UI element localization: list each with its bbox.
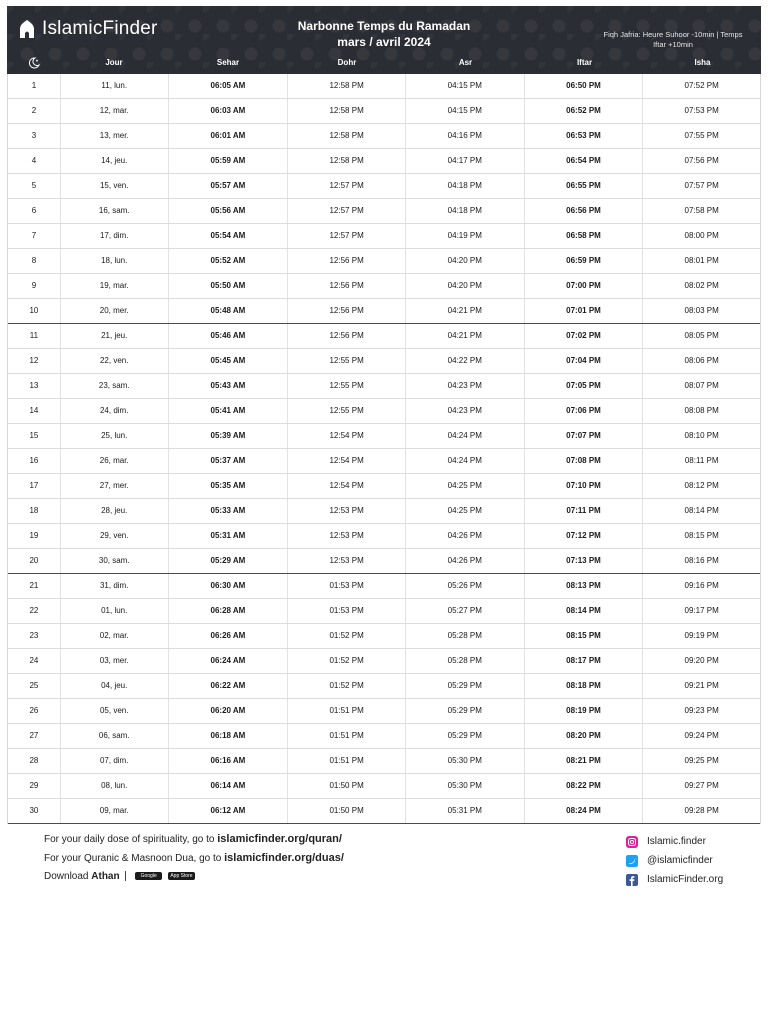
cell-isha-time: 09:21 PM <box>684 681 719 690</box>
cell-isha-time: 07:52 PM <box>684 81 719 90</box>
facebook-link[interactable] <box>626 870 723 889</box>
cell-sehar-time: 05:50 AM <box>169 274 289 298</box>
cell-day-date: 22, ven. <box>61 349 169 373</box>
cell-day-date: 23, sam. <box>61 374 169 398</box>
cell-day-date: 13, mer. <box>61 124 169 148</box>
cell-sehar-time: 06:24 AM <box>169 649 289 673</box>
cell-dohr-time: 12:53 PM <box>288 524 406 548</box>
table-row <box>8 249 760 274</box>
table-row <box>8 274 760 299</box>
table-row <box>8 74 760 99</box>
cell-day-number: 21 <box>8 574 61 598</box>
table-row <box>8 199 760 224</box>
cell-day-number: 13 <box>8 374 61 398</box>
cell-day-date: 31, dim. <box>61 574 169 598</box>
cell-isha-time: 08:00 PM <box>684 231 719 240</box>
table-row <box>8 574 760 599</box>
footer-quran-text: For your daily dose of spirituality, go to <box>44 834 218 845</box>
social-links <box>626 832 723 889</box>
cell-day-date: 07, dim. <box>61 749 169 773</box>
table-row <box>8 324 760 349</box>
table-row <box>8 299 760 324</box>
table-row <box>8 749 760 774</box>
table-row <box>8 224 760 249</box>
footer-download-line <box>44 870 344 889</box>
cell-sehar-time: 06:05 AM <box>169 74 289 98</box>
cell-day-date: 14, jeu. <box>61 149 169 173</box>
cell-dohr-time: 12:57 PM <box>288 224 406 248</box>
cell-dohr-time: 01:51 PM <box>288 724 406 748</box>
table-row <box>8 99 760 124</box>
twitter-icon <box>626 855 638 867</box>
cell-day-number: 2 <box>8 99 61 123</box>
cell-dohr-time: 12:55 PM <box>288 399 406 423</box>
cell-asr-time: 04:19 PM <box>406 224 525 248</box>
cell-day-number: 12 <box>8 349 61 373</box>
table-row <box>8 649 760 674</box>
cell-day-date: 28, jeu. <box>61 499 169 523</box>
google-play-badge[interactable]: Google Play <box>135 872 162 880</box>
cell-isha-time: 08:16 PM <box>684 556 719 565</box>
table-row <box>8 424 760 449</box>
instagram-handle: Islamic.finder <box>647 836 706 847</box>
cell-isha-time: 09:27 PM <box>684 781 719 790</box>
col-header-isha: Isha <box>694 58 711 67</box>
cell-sehar-time: 06:26 AM <box>169 624 289 648</box>
cell-iftar-time: 06:50 PM <box>525 74 644 98</box>
table-row <box>8 374 760 399</box>
cell-day-number: 22 <box>8 599 61 623</box>
cell-asr-time: 05:31 PM <box>406 799 525 823</box>
cell-asr-time: 04:22 PM <box>406 349 525 373</box>
cell-day-number: 29 <box>8 774 61 798</box>
column-headers <box>7 56 761 74</box>
cell-asr-time: 04:23 PM <box>406 399 525 423</box>
cell-asr-time: 05:29 PM <box>406 699 525 723</box>
cell-asr-time: 04:18 PM <box>406 174 525 198</box>
divider <box>125 871 126 881</box>
cell-isha-time: 07:56 PM <box>684 156 719 165</box>
cell-asr-time: 05:27 PM <box>406 599 525 623</box>
cell-isha-time: 08:05 PM <box>684 331 719 340</box>
cell-day-number: 26 <box>8 699 61 723</box>
cell-sehar-time: 05:52 AM <box>169 249 289 273</box>
cell-day-date: 12, mar. <box>61 99 169 123</box>
cell-day-date: 15, ven. <box>61 174 169 198</box>
cell-dohr-time: 01:53 PM <box>288 599 406 623</box>
instagram-link[interactable] <box>626 832 723 851</box>
cell-day-date: 26, mar. <box>61 449 169 473</box>
cell-iftar-time: 07:00 PM <box>525 274 644 298</box>
ramadan-timetable <box>7 74 761 824</box>
table-row <box>8 349 760 374</box>
cell-asr-time: 04:25 PM <box>406 474 525 498</box>
brand-logo[interactable] <box>18 18 158 40</box>
facebook-icon <box>626 874 638 886</box>
brand-name: IslamicFinder <box>42 18 158 39</box>
cell-isha-time: 09:19 PM <box>684 631 719 640</box>
cell-dohr-time: 12:54 PM <box>288 474 406 498</box>
cell-day-number: 30 <box>8 799 61 823</box>
cell-day-date: 01, lun. <box>61 599 169 623</box>
cell-iftar-time: 08:20 PM <box>525 724 644 748</box>
cell-iftar-time: 08:18 PM <box>525 674 644 698</box>
cell-asr-time: 04:25 PM <box>406 499 525 523</box>
table-row <box>8 474 760 499</box>
cell-dohr-time: 12:58 PM <box>288 74 406 98</box>
cell-dohr-time: 01:50 PM <box>288 774 406 798</box>
table-row <box>8 599 760 624</box>
cell-sehar-time: 05:31 AM <box>169 524 289 548</box>
cell-day-number: 3 <box>8 124 61 148</box>
cell-sehar-time: 06:22 AM <box>169 674 289 698</box>
table-row <box>8 399 760 424</box>
cell-day-number: 27 <box>8 724 61 748</box>
footer-duas-line <box>44 851 344 870</box>
cell-asr-time: 04:26 PM <box>406 524 525 548</box>
cell-asr-time: 04:21 PM <box>406 324 525 348</box>
cell-isha-time: 07:55 PM <box>684 131 719 140</box>
cell-sehar-time: 06:20 AM <box>169 699 289 723</box>
cell-asr-time: 04:21 PM <box>406 299 525 323</box>
table-row <box>8 674 760 699</box>
cell-day-number: 1 <box>8 74 61 98</box>
cell-day-date: 05, ven. <box>61 699 169 723</box>
cell-iftar-time: 08:21 PM <box>525 749 644 773</box>
cell-day-date: 30, sam. <box>61 549 169 573</box>
cell-sehar-time: 06:12 AM <box>169 799 289 823</box>
cell-asr-time: 04:17 PM <box>406 149 525 173</box>
cell-asr-time: 04:23 PM <box>406 374 525 398</box>
cell-sehar-time: 06:18 AM <box>169 724 289 748</box>
cell-asr-time: 04:18 PM <box>406 199 525 223</box>
cell-sehar-time: 05:54 AM <box>169 224 289 248</box>
cell-isha-time: 08:03 PM <box>684 306 719 315</box>
cell-day-number: 11 <box>8 324 61 348</box>
cell-iftar-time: 08:14 PM <box>525 599 644 623</box>
cell-isha-time: 08:07 PM <box>684 381 719 390</box>
cell-dohr-time: 12:55 PM <box>288 374 406 398</box>
cell-asr-time: 05:29 PM <box>406 674 525 698</box>
cell-dohr-time: 01:51 PM <box>288 699 406 723</box>
cell-sehar-time: 05:48 AM <box>169 299 289 323</box>
cell-isha-time: 07:57 PM <box>684 181 719 190</box>
cell-asr-time: 05:28 PM <box>406 649 525 673</box>
cell-day-date: 18, lun. <box>61 249 169 273</box>
cell-iftar-time: 06:53 PM <box>525 124 644 148</box>
table-row <box>8 699 760 724</box>
cell-iftar-time: 07:02 PM <box>525 324 644 348</box>
cell-iftar-time: 07:06 PM <box>525 399 644 423</box>
cell-day-date: 11, lun. <box>61 74 169 98</box>
cell-day-date: 25, lun. <box>61 424 169 448</box>
col-header-jour: Jour <box>105 58 123 67</box>
cell-asr-time: 05:29 PM <box>406 724 525 748</box>
footer-quran-line <box>44 832 344 851</box>
table-row <box>8 624 760 649</box>
cell-asr-time: 04:24 PM <box>406 449 525 473</box>
cell-isha-time: 09:28 PM <box>684 806 719 815</box>
cell-sehar-time: 05:43 AM <box>169 374 289 398</box>
cell-day-number: 24 <box>8 649 61 673</box>
cell-day-number: 28 <box>8 749 61 773</box>
table-row <box>8 499 760 524</box>
col-header-dohr: Dohr <box>337 58 357 67</box>
cell-iftar-time: 07:07 PM <box>525 424 644 448</box>
cell-dohr-time: 01:52 PM <box>288 624 406 648</box>
cell-iftar-time: 08:17 PM <box>525 649 644 673</box>
cell-dohr-time: 01:52 PM <box>288 649 406 673</box>
col-header-iftar: Iftar <box>576 58 593 67</box>
cell-sehar-time: 05:39 AM <box>169 424 289 448</box>
cell-dohr-time: 12:53 PM <box>288 549 406 573</box>
cell-dohr-time: 12:57 PM <box>288 199 406 223</box>
table-row <box>8 449 760 474</box>
cell-day-number: 7 <box>8 224 61 248</box>
cell-iftar-time: 07:11 PM <box>525 499 644 523</box>
cell-day-number: 5 <box>8 174 61 198</box>
cell-iftar-time: 07:05 PM <box>525 374 644 398</box>
cell-dohr-time: 12:55 PM <box>288 349 406 373</box>
cell-day-number: 6 <box>8 199 61 223</box>
cell-asr-time: 04:24 PM <box>406 424 525 448</box>
cell-day-date: 19, mar. <box>61 274 169 298</box>
cell-iftar-time: 07:08 PM <box>525 449 644 473</box>
cell-iftar-time: 08:19 PM <box>525 699 644 723</box>
duas-link[interactable]: islamicfinder.org/duas/ <box>224 852 344 864</box>
cell-isha-time: 08:06 PM <box>684 356 719 365</box>
cell-iftar-time: 06:56 PM <box>525 199 644 223</box>
cell-sehar-time: 05:29 AM <box>169 549 289 573</box>
cell-isha-time: 08:02 PM <box>684 281 719 290</box>
col-header-sehar: Sehar <box>216 58 240 67</box>
cell-asr-time: 05:28 PM <box>406 624 525 648</box>
quran-link[interactable]: islamicfinder.org/quran/ <box>217 833 342 845</box>
cell-isha-time: 09:16 PM <box>684 581 719 590</box>
cell-sehar-time: 05:41 AM <box>169 399 289 423</box>
cell-isha-time: 08:08 PM <box>684 406 719 415</box>
cell-dohr-time: 12:54 PM <box>288 424 406 448</box>
cell-sehar-time: 06:28 AM <box>169 599 289 623</box>
cell-asr-time: 04:20 PM <box>406 274 525 298</box>
cell-iftar-time: 06:52 PM <box>525 99 644 123</box>
cell-iftar-time: 07:12 PM <box>525 524 644 548</box>
table-row <box>8 774 760 799</box>
header <box>7 6 761 74</box>
download-text: Download <box>44 871 92 882</box>
cell-asr-time: 04:15 PM <box>406 74 525 98</box>
cell-isha-time: 09:23 PM <box>684 706 719 715</box>
cell-day-date: 06, sam. <box>61 724 169 748</box>
app-store-badge[interactable]: App Store <box>168 872 195 880</box>
cell-isha-time: 07:58 PM <box>684 206 719 215</box>
table-row <box>8 149 760 174</box>
cell-dohr-time: 12:58 PM <box>288 124 406 148</box>
cell-sehar-time: 05:46 AM <box>169 324 289 348</box>
cell-dohr-time: 12:56 PM <box>288 299 406 323</box>
cell-dohr-time: 12:56 PM <box>288 249 406 273</box>
table-row <box>8 174 760 199</box>
cell-day-date: 04, jeu. <box>61 674 169 698</box>
cell-sehar-time: 06:03 AM <box>169 99 289 123</box>
cell-isha-time: 09:20 PM <box>684 656 719 665</box>
instagram-icon <box>626 836 638 848</box>
cell-iftar-time: 06:58 PM <box>525 224 644 248</box>
cell-iftar-time: 07:10 PM <box>525 474 644 498</box>
cell-dohr-time: 12:53 PM <box>288 499 406 523</box>
cell-day-date: 21, jeu. <box>61 324 169 348</box>
cell-asr-time: 05:26 PM <box>406 574 525 598</box>
cell-day-number: 14 <box>8 399 61 423</box>
col-header-day-number <box>7 56 60 74</box>
cell-sehar-time: 05:45 AM <box>169 349 289 373</box>
cell-isha-time: 08:14 PM <box>684 506 719 515</box>
cell-day-date: 24, dim. <box>61 399 169 423</box>
cell-day-number: 8 <box>8 249 61 273</box>
cell-isha-time: 09:25 PM <box>684 756 719 765</box>
cell-sehar-time: 05:57 AM <box>169 174 289 198</box>
cell-asr-time: 04:16 PM <box>406 124 525 148</box>
athan-app-name: Athan <box>91 871 120 882</box>
cell-isha-time: 07:53 PM <box>684 106 719 115</box>
cell-iftar-time: 06:59 PM <box>525 249 644 273</box>
fiqh-note: Fiqh Jafria: Heure Suhoor -10min | Temps Iftar +10min <box>603 30 743 49</box>
cell-isha-time: 08:11 PM <box>684 456 719 465</box>
timetable-page <box>7 6 761 894</box>
cell-day-number: 17 <box>8 474 61 498</box>
cell-iftar-time: 08:24 PM <box>525 799 644 823</box>
cell-iftar-time: 06:55 PM <box>525 174 644 198</box>
cell-isha-time: 08:10 PM <box>684 431 719 440</box>
cell-sehar-time: 05:59 AM <box>169 149 289 173</box>
cell-iftar-time: 08:13 PM <box>525 574 644 598</box>
table-row <box>8 124 760 149</box>
cell-isha-time: 08:01 PM <box>684 256 719 265</box>
twitter-link[interactable] <box>626 851 723 870</box>
cell-asr-time: 05:30 PM <box>406 749 525 773</box>
table-row <box>8 799 760 824</box>
col-header-asr: Asr <box>458 58 473 67</box>
crescent-moon-icon <box>28 57 40 69</box>
cell-sehar-time: 06:16 AM <box>169 749 289 773</box>
cell-isha-time: 09:17 PM <box>684 606 719 615</box>
cell-day-number: 18 <box>8 499 61 523</box>
cell-day-date: 02, mar. <box>61 624 169 648</box>
cell-dohr-time: 01:53 PM <box>288 574 406 598</box>
cell-iftar-time: 08:15 PM <box>525 624 644 648</box>
footer-duas-text: For your Quranic & Masnoon Dua, go to <box>44 853 225 864</box>
cell-day-date: 17, dim. <box>61 224 169 248</box>
cell-day-number: 4 <box>8 149 61 173</box>
cell-isha-time: 08:12 PM <box>684 481 719 490</box>
cell-day-date: 03, mer. <box>61 649 169 673</box>
cell-sehar-time: 05:35 AM <box>169 474 289 498</box>
cell-asr-time: 05:30 PM <box>406 774 525 798</box>
cell-day-date: 27, mer. <box>61 474 169 498</box>
footer <box>7 824 761 894</box>
table-row <box>8 549 760 574</box>
cell-day-number: 25 <box>8 674 61 698</box>
footer-links <box>44 832 344 889</box>
cell-sehar-time: 06:01 AM <box>169 124 289 148</box>
cell-sehar-time: 05:37 AM <box>169 449 289 473</box>
cell-day-date: 20, mer. <box>61 299 169 323</box>
cell-dohr-time: 12:56 PM <box>288 324 406 348</box>
cell-dohr-time: 12:58 PM <box>288 149 406 173</box>
cell-dohr-time: 01:51 PM <box>288 749 406 773</box>
mosque-icon <box>18 19 36 39</box>
cell-sehar-time: 05:56 AM <box>169 199 289 223</box>
cell-day-number: 9 <box>8 274 61 298</box>
cell-day-number: 19 <box>8 524 61 548</box>
cell-sehar-time: 05:33 AM <box>169 499 289 523</box>
title-city: Narbonne Temps du Ramadan <box>297 19 471 33</box>
twitter-handle: @islamicfinder <box>647 855 713 866</box>
cell-dohr-time: 12:54 PM <box>288 449 406 473</box>
cell-sehar-time: 06:14 AM <box>169 774 289 798</box>
cell-asr-time: 04:15 PM <box>406 99 525 123</box>
facebook-page: IslamicFinder.org <box>647 874 724 885</box>
cell-isha-time: 08:15 PM <box>684 531 719 540</box>
cell-asr-time: 04:20 PM <box>406 249 525 273</box>
cell-sehar-time: 06:30 AM <box>169 574 289 598</box>
cell-iftar-time: 07:01 PM <box>525 299 644 323</box>
table-row <box>8 524 760 549</box>
cell-iftar-time: 08:22 PM <box>525 774 644 798</box>
cell-iftar-time: 06:54 PM <box>525 149 644 173</box>
cell-day-number: 23 <box>8 624 61 648</box>
cell-day-date: 08, lun. <box>61 774 169 798</box>
cell-iftar-time: 07:04 PM <box>525 349 644 373</box>
cell-isha-time: 09:24 PM <box>684 731 719 740</box>
cell-day-number: 16 <box>8 449 61 473</box>
table-row <box>8 724 760 749</box>
cell-dohr-time: 12:58 PM <box>288 99 406 123</box>
cell-dohr-time: 12:56 PM <box>288 274 406 298</box>
cell-day-number: 20 <box>8 549 61 573</box>
cell-day-date: 16, sam. <box>61 199 169 223</box>
cell-dohr-time: 01:50 PM <box>288 799 406 823</box>
cell-day-date: 09, mar. <box>61 799 169 823</box>
cell-dohr-time: 12:57 PM <box>288 174 406 198</box>
title-period: mars / avril 2024 <box>337 35 431 49</box>
cell-dohr-time: 01:52 PM <box>288 674 406 698</box>
cell-day-number: 15 <box>8 424 61 448</box>
cell-day-date: 29, ven. <box>61 524 169 548</box>
cell-asr-time: 04:26 PM <box>406 549 525 573</box>
cell-day-number: 10 <box>8 299 61 323</box>
cell-iftar-time: 07:13 PM <box>525 549 644 573</box>
